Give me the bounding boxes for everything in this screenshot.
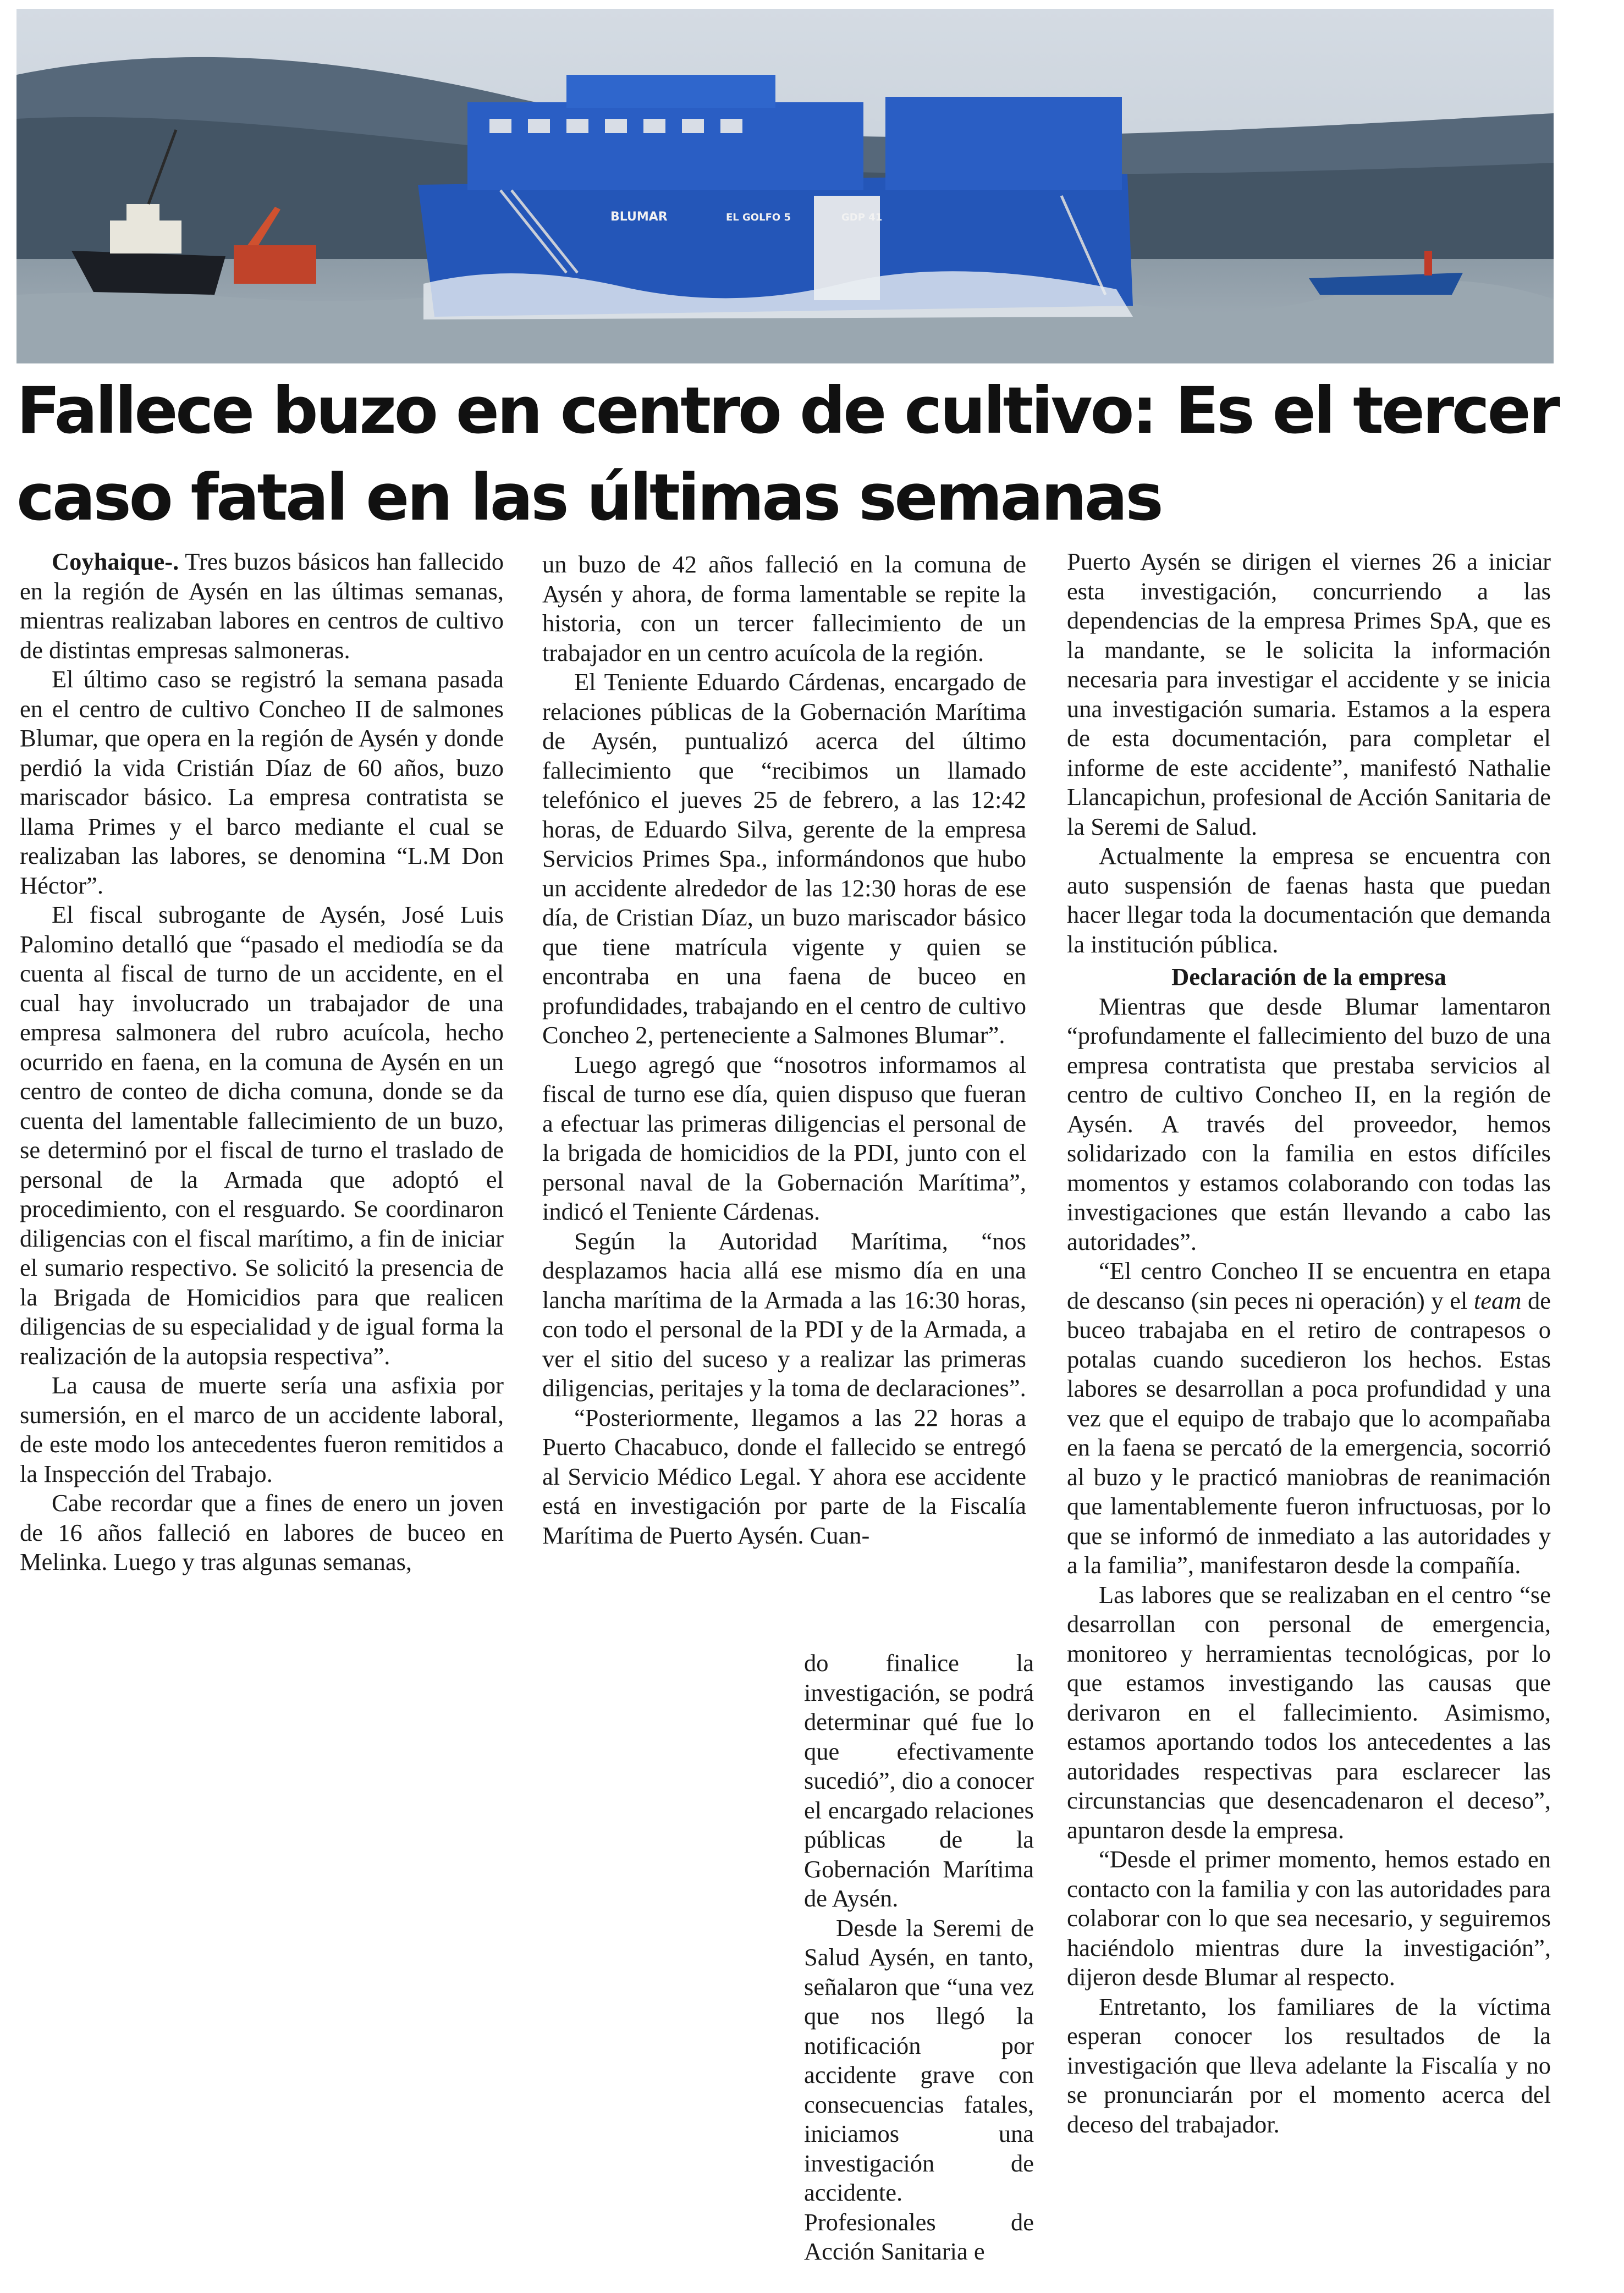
article-paragraph: “Posteriormente, llegamos a las 22 horas a Puerto Chacabuco, donde el fallecido se entregó al Servicio Médico Legal. Y ahora ese accidente está en investigación por parte de la Fiscalía Marítima de Puerto Aysén. Cuan-	[542, 1403, 1026, 1549]
article-column-1	[20, 547, 504, 1577]
article-column-2-narrow	[804, 1649, 1034, 2267]
article-paragraph: Coyhaique-. Tres buzos básicos han fallecido en la región de Aysén en las últimas semanas, mientras realizaban labores en centros de cultivo de distintas empresas salmoneras.	[20, 548, 504, 664]
headline	[16, 367, 1600, 541]
article-paragraph: Entretanto, los familiares de la víctima esperan conocer los resultados de la investigación que lleva adelante la Fiscalía y no se pronunciarán por el momento acerca del deceso del trabajador.	[1067, 1992, 1551, 2138]
article-paragraph: Luego agregó que “nosotros informamos al fiscal de turno ese día, quien dispuso que fueran a efectuar las primeras diligencias el personal de la brigada de homicidios de la PDI, junto con el personal naval de la Gobernación Marítima”, indicó el Teniente Cárdenas.	[542, 1050, 1026, 1225]
article-paragraph: Las labores que se realizaban en el centro “se desarrollan con personal de emergencia, monitoreo y herramientas tecnológicas, por lo que estamos investigando las causas que derivaron en el fallecimiento. Asimismo, estamos aportando todos los antecedentes a las autoridades respectivas para esclarecer las circunstancias que desencadenaron el deceso”, apuntaron desde la empresa.	[1067, 1580, 1551, 1844]
svg-text:BLUMAR: BLUMAR	[610, 210, 668, 224]
article-paragraph: La causa de muerte sería una asfixia por sumersión, en el marco de un accidente laboral, de este modo los antecedentes fueron remitidos a la Inspección del Trabajo.	[20, 1371, 504, 1487]
article-paragraph: El fiscal subrogante de Aysén, José Luis Palomino detalló que “pasado el mediodía se da cuenta al fiscal de turno de un accidente, en el cual hay involucrado un trabajador de una empresa salmonera del rubro acuícola, hecho ocurrido en faena, en la comuna de Aysén en un centro de conteo de dicha comuna, donde se da cuenta del lamentable fallecimiento de un buzo, se determinó por el fiscal de turno el traslado de personal de la Armada que adoptó el procedimiento, con el resguardo. Se coordinaron diligencias con el fiscal marítimo, a fin de iniciar el sumario respectivo. Se solicitó la presencia de la Brigada de Homicidios para que realicen diligencias de su especialidad y de igual forma la realización de la autopsia respectiva”.	[20, 901, 504, 1370]
boat-photo-icon	[16, 9, 1554, 363]
svg-text:EL GOLFO 5: EL GOLFO 5	[726, 212, 791, 223]
article-paragraph: Puerto Aysén se dirigen el viernes 26 a iniciar esta investigación, concurriendo a las dependencias de la empresa Primes SpA, que es la mandante, se le solicita la información necesaria para investigar el accidente y se inicia una investigación sumaria. Estamos a la espera de esta documentación, para completar el informe de este accidente”, manifestó Nathalie Llancapichun, profesional de Acción Sanitaria de la Seremi de Salud.	[1067, 548, 1551, 840]
article-photo	[16, 9, 1554, 363]
article-column-3	[1067, 547, 1551, 2139]
dateline: Coyhaique-.	[52, 548, 179, 575]
italic-word: team	[1473, 1286, 1522, 1314]
article-paragraph: un buzo de 42 años falleció en la comuna de Aysén y ahora, de forma lamentable se repite la historia, con un tercer fallecimiento de un trabajador en un centro acuícola de la región.	[542, 550, 1026, 666]
article-paragraph: Mientras que desde Blumar lamentaron “profundamente el fallecimiento del buzo de una empresa contratista que prestaba servicios al centro de cultivo Concheo II, en la región de Aysén. A través del proveedor, hemos solidarizado con la familia en estos difíciles momentos y estamos colaborando con todas las investigaciones que están llevando a cabo las autoridades”.	[1067, 992, 1551, 1255]
article-paragraph: Desde la Seremi de Salud Aysén, en tanto, señalaron que “una vez que nos llegó la notificación por accidente grave con consecuencias fatales, iniciamos una investigación de accidente. Profesionales de Acción Sanitaria e	[804, 1914, 1034, 2265]
section-subhead: Declaración de la empresa	[1171, 963, 1446, 990]
article-column-2	[542, 550, 1026, 1550]
article-paragraph: Actualmente la empresa se encuentra con auto suspensión de faenas hasta que puedan hacer llegar toda la documentación que demanda la institución pública.	[1067, 842, 1551, 958]
article-paragraph: do finalice la investigación, se podrá determinar qué fue lo que efectivamente sucedió”, dio a conocer el encargado relaciones públicas de la Gobernación Marítima de Aysén.	[804, 1649, 1034, 1912]
headline-line-1: Fallece buzo en centro de cultivo: Es el tercer	[16, 373, 1558, 448]
article-paragraph: “El centro Concheo II se encuentra en etapa de descanso (sin peces ni operación) y el team de buceo trabajaba en el retiro de contrapesos o potalas cuando sucedieron los hechos. Estas labores se desarrollan a poca profundidad y una vez que el equipo de trabajo que lo acompañaba en la faena se percató de la emergencia, socorrió al buzo y le practicó maniobras de reanimación que lamentablemente fueron infructuosas, por lo que se informó de inmediato a las autoridades y a la familia”, manifestaron desde la compañía.	[1067, 1257, 1551, 1579]
article-paragraph: Cabe recordar que a fines de enero un joven de 16 años falleció en labores de buceo en Melinka. Luego y tras algunas semanas,	[20, 1489, 504, 1575]
article-paragraph: El último caso se registró la semana pasada en el centro de cultivo Concheo II de salmones Blumar, que opera en la región de Aysén y donde perdió la vida Cristián Díaz de 60 años, buzo mariscador básico. La empresa contratista se llama Primes y el barco mediante el cual se realizaban las labores, se denomina “L.M Don Héctor”.	[20, 665, 504, 899]
article-paragraph: Según la Autoridad Marítima, “nos desplazamos hacia allá ese mismo día en una lancha marítima de la Armada a las 16:30 horas, con todo el personal de la PDI y de la Armada, a ver el sitio del suceso y a realizar las primeras diligencias, peritajes y la toma de declaraciones”.	[542, 1227, 1026, 1402]
headline-line-2: caso fatal en las últimas semanas	[16, 460, 1161, 535]
article-paragraph: “Desde el primer momento, hemos estado en contacto con la familia y con las autoridades para colaborar con lo que sea necesario, y seguiremos haciéndolo mientras dure la investigación”, dijeron desde Blumar al respecto.	[1067, 1845, 1551, 1991]
svg-text:GDP 41: GDP 41	[841, 212, 883, 223]
article-paragraph: El Teniente Eduardo Cárdenas, encargado de relaciones públicas de la Gobernación Marítima de Aysén, puntualizó acerca del último fallecimiento que “recibimos un llamado telefónico el jueves 25 de febrero, a las 12:42 horas, de Eduardo Silva, gerente de la empresa Servicios Primes Spa., informándonos que hubo un accidente alrededor de las 12:30 horas de ese día, de Cristian Díaz, un buzo mariscador básico que tiene matrícula vigente y quien se encontraba en una faena de buceo en profundidades, trabajando en el centro de cultivo Concheo 2, perteneciente a Salmones Blumar”.	[542, 668, 1026, 1049]
